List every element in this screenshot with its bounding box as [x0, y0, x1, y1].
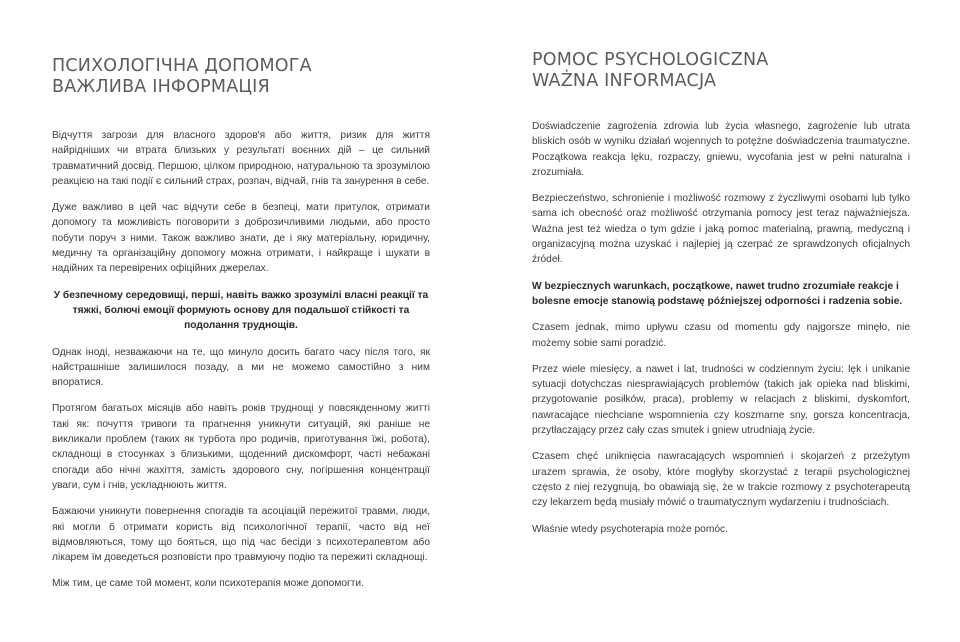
right-page-polish: [480, 0, 960, 642]
left-paragraph-1: Відчуття загрози для власного здоров'я або життя, ризик для життя найрідніших чи втрата близьких у результаті воєнних дій – це сильний травматичний досвід. Першою, цілком природною, натуральною та зрозумілою реакцією на такі події є сильний страх, розпач, відчай, гнів та занурення в себе.: [52, 130, 430, 187]
left-paragraph-7: Між тим, це саме той момент, коли психотерапія може допомогти.: [52, 578, 364, 590]
right-paragraph-emphasis: W bezpiecznych warunkach, początkowe, nawet trudno zrozumiałe reakcje i bolesne emocje stanowią podstawę późniejszej odporności i radzenia sobie.: [532, 280, 903, 307]
right-paragraph-6: Czasem chęć uniknięcia nawracających wspomnień i skojarzeń z przeżytym urazem sprawia, że osoby, które mogłyby skorzystać z terapii psychologicznej często z niej rezygnują, bo obawiają się, że w trakcie rozmowy z psychoterapeutą czy lekarzem będą musiały mówić o traumatycznym wydarzeniu i trudnościach.: [532, 451, 910, 509]
left-paragraph-2: Дуже важливо в цей час відчути себе в безпеці, мати притулок, отримати допомогу та можливість поговорити з доброзичливими людьми, або просто побути поруч з ними. Також важливо знати, де і яку матеріальну, юридичну, медичну та організаційну допомогу можна отримати, і найкраще і шукати в надійних та перевірених офіційних джерелах.: [52, 202, 430, 275]
right-paragraph-5: Przez wiele miesięcy, a nawet i lat, trudności w codziennym życiu: lęk i unikanie sytuacji dotychczas niesprawiających problemów (takich jak opieka nad bliskimi, przygotowanie posiłków, praca), problemy w relacjach z bliskimi, dyskomfort, nawracające niechciane wspomnienia czy koszmarne sny, gorsza koncentracja, przytłaczający przez cały czas smutek i gniew utrudniają życie.: [532, 363, 910, 437]
left-title-line-2: ВАЖЛИВА ІНФОРМАЦІЯ: [52, 77, 270, 97]
right-paragraph-4: Czasem jednak, mimo upływu czasu od momentu gdy najgorsze minęło, nie możemy sobie sami poradzić.: [532, 322, 910, 349]
left-page-title: [52, 56, 430, 98]
left-title-line-1: ПСИХОЛОГІЧНА ДОПОМОГА: [52, 56, 312, 76]
left-paragraph-6: Бажаючи уникнути повернення спогадів та асоціацій пережитої травми, люди, які могли б отримати користь від психологічної терапії, часто від неї відмовляються, тому що бояться, що під час бесіди з психотерапевтом або лікарем їм доведеться розповісти про травмуючу подію та пережиті складнощі.: [52, 506, 430, 564]
right-page-title: [532, 50, 910, 92]
left-paragraph-5: Протягом багатьох місяців або навіть років труднощі у повсякденному житті такі як: почуття тривоги та прагнення уникнути ситуацій, які раніше не викликали проблем (таких як турбота про родичів, приготування їжі, робота), складнощі в стосунках з близькими, щоденний дискомфорт, часті небажані спогади або нічні жахіття, замість здорового сну, погіршення концентрації уваги, сум і гнів, ускладнюють життя.: [52, 403, 430, 491]
right-paragraph-1: Doświadczenie zagrożenia zdrowia lub życia własnego, zagrożenie lub utrata bliskich osób w wyniku działań wojennych to potężne doświadczenia traumatyczne. Początkowa reakcja lęku, rozpaczy, gniewu, wycofania jest w pełni naturalna i zrozumiała.: [532, 121, 910, 178]
right-title-line-2: WAŻNA INFORMACJA: [532, 71, 717, 91]
right-text-column: [532, 50, 910, 548]
left-paragraph-4: Однак іноді, незважаючи на те, що минуло досить багато часу після того, як найстрашніше залишилося позаду, а ми не можемо самостійно з ним впоратися.: [52, 346, 430, 389]
right-paragraph-2: Bezpieczeństwo, schronienie i możliwość rozmowy z życzliwymi osobami lub tylko sama ich obecność oraz możliwość otrzymania pomocy jest teraz najważniejsza. Ważna jest też wiedza o tym gdzie i jaką pomoc materialną, prawną, medyczną i organizacyjną można uzyskać i najlepiej ją czerpać ze sprawdzonych oficjalnych źródeł.: [532, 193, 910, 266]
right-title-line-1: POMOC PSYCHOLOGICZNA: [532, 50, 769, 70]
right-paragraph-7: Właśnie wtedy psychoterapia może pomóc.: [532, 523, 728, 535]
left-paragraph-emphasis: У безпечному середовищі, перші, навіть важко зрозумілі власні реакції та тяжкі, болючі емоції формують основу для подальшої стійкості та подолання труднощів.: [53, 289, 429, 332]
left-text-column: [52, 56, 430, 603]
